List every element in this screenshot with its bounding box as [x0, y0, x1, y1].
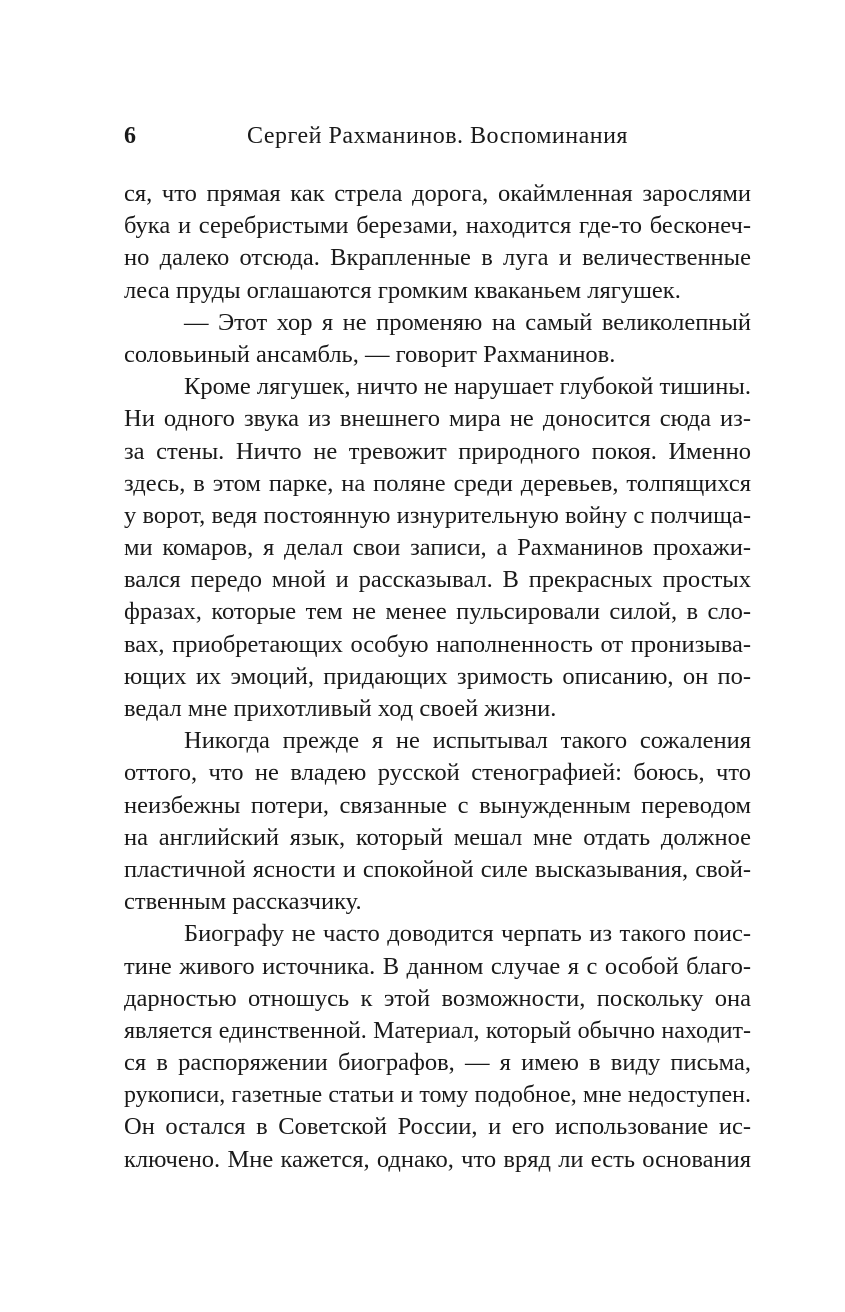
text-line: Биографу не часто доводится черпать из такого поис- [184, 920, 751, 948]
page-number: 6 [124, 123, 136, 149]
text-line: но далеко отсюда. Вкрапленные в луга и величественные [124, 244, 751, 272]
text-line: здесь, в этом парке, на поляне среди деревьев, толпящихся [124, 469, 751, 497]
text-line: на английский язык, который мешал мне отдать должное [124, 823, 751, 851]
text-line: ключено. Мне кажется, однако, что вряд ли есть основания [124, 1145, 751, 1173]
text-line: неизбежны потери, связанные с вынужденным переводом [124, 791, 751, 819]
text-line: рукописи, газетные статьи и тому подобное, мне недоступен. [124, 1082, 751, 1109]
text-line: леса пруды оглашаются громким кваканьем лягушек. [124, 276, 681, 304]
running-head [124, 118, 751, 154]
text-line: Он остался в Советской России, и его использование ис- [124, 1113, 751, 1141]
text-line: бука и серебристыми березами, находится где-то бесконеч- [124, 212, 751, 240]
text-line: Никогда прежде я не испытывал такого сожаления [184, 727, 751, 755]
book-page [124, 0, 751, 1312]
text-line: дарностью отношусь к этой возможности, поскольку она [124, 984, 751, 1012]
text-line: вался передо мной и рассказывал. В прекрасных простых [124, 566, 751, 594]
text-line: у ворот, ведя постоянную изнурительную войну с полчища- [124, 501, 751, 529]
text-line: Ни одного звука из внешнего мира не доносится сюда из- [124, 405, 751, 433]
text-line: оттого, что не владею русской стенографией: боюсь, что [124, 759, 751, 787]
text-line: фразах, которые тем не менее пульсировали силой, в сло- [124, 598, 751, 626]
text-line: соловьиный ансамбль, — говорит Рахманинов. [124, 340, 616, 368]
text-line: является единственной. Материал, который обычно находит- [124, 1017, 751, 1044]
text-line: Кроме лягушек, ничто не нарушает глубокой тишины. [184, 373, 751, 401]
text-line: за стены. Ничто не тревожит природного покоя. Именно [124, 437, 751, 465]
text-line: ведал мне прихотливый ход своей жизни. [124, 695, 557, 722]
text-line: ственным рассказчику. [124, 888, 362, 916]
text-line: ми комаров, я делал свои записи, а Рахманинов прохажи- [124, 534, 751, 562]
body-text [124, 178, 751, 1176]
text-line: вах, приобретающих особую наполненность от пронизыва- [124, 630, 751, 658]
text-line: пластичной ясности и спокойной силе высказывания, свой- [124, 855, 751, 883]
text-line: — Этот хор я не променяю на самый великолепный [184, 308, 751, 336]
text-line: ся в распоряжении биографов, — я имею в виду письма, [124, 1049, 751, 1077]
text-line: тине живого источника. В данном случае я с особой благо- [124, 952, 751, 980]
text-line: ся, что прямая как стрела дорога, окаймленная зарослями [124, 180, 751, 207]
running-head-title: Сергей Рахманинов. Воспоминания [247, 123, 628, 149]
text-line: ющих их эмоций, придающих зримость описанию, он по- [124, 662, 751, 690]
